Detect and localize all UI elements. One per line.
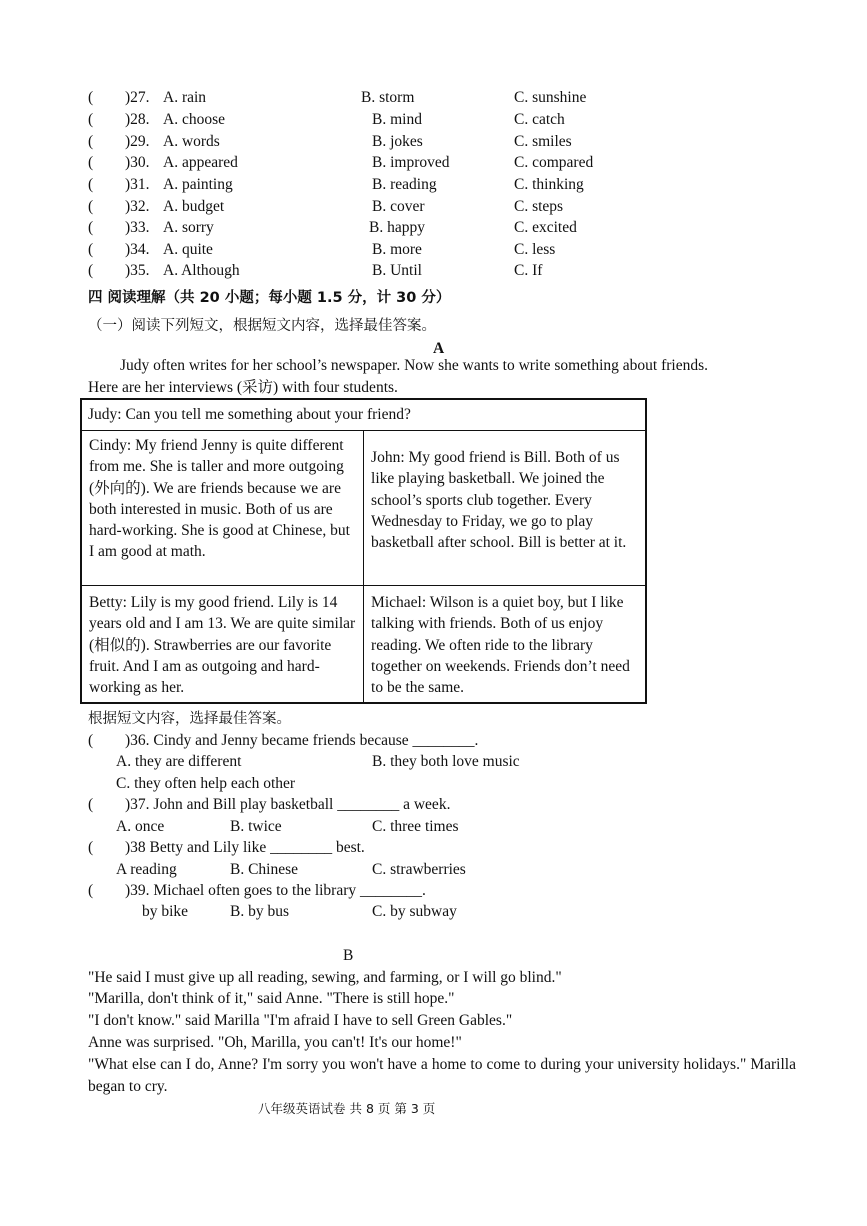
choice-option-a: A. sorry xyxy=(163,219,214,236)
passage-b-line-2: "Marilla, don't think of it," said Anne. "There is still hope." xyxy=(88,990,455,1007)
choice-option-b: B. mind xyxy=(372,111,422,128)
choice-option-a: A. Although xyxy=(163,262,240,279)
q38-option-b: B. Chinese xyxy=(230,861,299,878)
choice-number: )28. xyxy=(125,111,150,128)
choice-paren: ( xyxy=(88,176,94,193)
q39-paren: ( xyxy=(88,882,94,899)
choice-option-b: B. more xyxy=(372,241,422,258)
q39-option-a: by bike xyxy=(142,903,189,920)
passage-b-line-3: "I don't know." said Marilla "I'm afraid I have to sell Green Gables." xyxy=(88,1012,513,1029)
table-row xyxy=(81,431,646,586)
q36-option-b: B. they both love music xyxy=(372,753,520,770)
choice-option-a: A. budget xyxy=(163,198,225,215)
choice-option-b: B. happy xyxy=(369,219,425,236)
choice-option-c: C. compared xyxy=(514,154,594,171)
choice-option-a: A. appeared xyxy=(163,154,238,171)
table-question: Judy: Can you tell me something about your friend? xyxy=(81,399,646,431)
choice-option-b: B. reading xyxy=(372,176,437,193)
choice-option-a: A. quite xyxy=(163,241,213,258)
page-footer: 八年级英语试卷 共 8 页 第 3 页 xyxy=(258,1101,436,1116)
choice-paren: ( xyxy=(88,262,94,279)
table-row xyxy=(81,586,646,704)
q38-paren: ( xyxy=(88,839,94,856)
q37-stem: )37. John and Bill play basketball ________ a week. xyxy=(125,796,451,813)
john-interview: John: My good friend is Bill. Both of us like playing basketball. We joined the school’s sports club together. Every Wednesday to Friday, we go to play basketball after school. Bill is better at it. xyxy=(364,431,646,586)
choice-number: )30. xyxy=(125,154,150,171)
choice-option-c: C. smiles xyxy=(514,133,572,150)
choice-paren: ( xyxy=(88,219,94,236)
choice-option-b: B. improved xyxy=(372,154,450,171)
section-heading: 四 阅读理解（共 20 小题；每小题 1.5 分，计 30 分） xyxy=(88,290,451,306)
choice-option-b: B. Until xyxy=(372,262,422,279)
q36-stem: )36. Cindy and Jenny became friends because ________. xyxy=(125,732,479,749)
choice-number: )35. xyxy=(125,262,150,279)
intro-line-2: Here are her interviews (采访) with four students. xyxy=(88,379,398,396)
michael-interview: Michael: Wilson is a quiet boy, but I like talking with friends. Both of us enjoy reading. We often ride to the library together on weekends. Friends don’t need to be the same. xyxy=(364,586,646,704)
q38-option-a: A reading xyxy=(116,861,177,878)
choice-paren: ( xyxy=(88,89,94,106)
choice-option-a: A. words xyxy=(163,133,220,150)
choice-option-c: C. If xyxy=(514,262,543,279)
choice-option-b: B. cover xyxy=(372,198,425,215)
sub-heading: （一）阅读下列短文，根据短文内容，选择最佳答案。 xyxy=(88,318,436,334)
choice-option-b: B. jokes xyxy=(372,133,423,150)
cindy-interview: Cindy: My friend Jenny is quite different from me. She is taller and more outgoing (外向的). We are friends because we are both interested in music. Both of us are hard-working. She is good at Chinese, but I am good at math. xyxy=(81,431,364,586)
q36-option-c: C. they often help each other xyxy=(116,775,296,792)
choice-number: )34. xyxy=(125,241,150,258)
choice-paren: ( xyxy=(88,154,94,171)
q39-option-b: B. by bus xyxy=(230,903,289,920)
choice-option-b: B. storm xyxy=(361,89,415,106)
table-row xyxy=(81,399,646,431)
choice-option-a: A. choose xyxy=(163,111,225,128)
interview-table xyxy=(80,398,647,704)
choice-option-c: C. steps xyxy=(514,198,564,215)
q38-option-c: C. strawberries xyxy=(372,861,466,878)
intro-line-1: Judy often writes for her school’s newspaper. Now she wants to write something about friends. xyxy=(120,357,709,374)
choice-number: )31. xyxy=(125,176,150,193)
q39-stem: )39. Michael often goes to the library ________. xyxy=(125,882,426,899)
passage-b-line-5: "What else can I do, Anne? I'm sorry you won't have a home to come to during your university holidays." Marilla began to cry. xyxy=(88,1056,796,1095)
q37-paren: ( xyxy=(88,796,94,813)
choice-option-c: C. catch xyxy=(514,111,565,128)
q39-option-c: C. by subway xyxy=(372,903,457,920)
passage-b-line-1: "He said I must give up all reading, sewing, and farming, or I will go blind." xyxy=(88,969,562,986)
choice-paren: ( xyxy=(88,198,94,215)
choice-number: )27. xyxy=(125,89,150,106)
betty-interview: Betty: Lily is my good friend. Lily is 14 years old and I am 13. We are quite similar (相似的). Strawberries are our favorite fruit. And I am as outgoing and hard-working as her. xyxy=(81,586,364,704)
choice-number: )29. xyxy=(125,133,150,150)
choice-option-a: A. rain xyxy=(163,89,207,106)
q37-option-b: B. twice xyxy=(230,818,282,835)
q37-option-a: A. once xyxy=(116,818,165,835)
q36-paren: ( xyxy=(88,732,94,749)
choice-number: )32. xyxy=(125,198,150,215)
choice-number: )33. xyxy=(125,219,150,236)
choice-option-c: C. excited xyxy=(514,219,577,236)
q36-option-a: A. they are different xyxy=(116,753,242,770)
q38-stem: )38 Betty and Lily like ________ best. xyxy=(125,839,365,856)
choice-option-a: A. painting xyxy=(163,176,233,193)
passage-b-line-4: Anne was surprised. "Oh, Marilla, you can't! It's our home!" xyxy=(88,1034,462,1051)
choice-option-c: C. thinking xyxy=(514,176,584,193)
passage-a-label: A xyxy=(433,340,445,357)
q37-option-c: C. three times xyxy=(372,818,459,835)
questions-instruction: 根据短文内容，选择最佳答案。 xyxy=(88,711,291,727)
choice-paren: ( xyxy=(88,133,94,150)
choice-option-c: C. less xyxy=(514,241,556,258)
passage-b-label: B xyxy=(343,947,354,964)
choice-paren: ( xyxy=(88,241,94,258)
choice-option-c: C. sunshine xyxy=(514,89,587,106)
choice-paren: ( xyxy=(88,111,94,128)
